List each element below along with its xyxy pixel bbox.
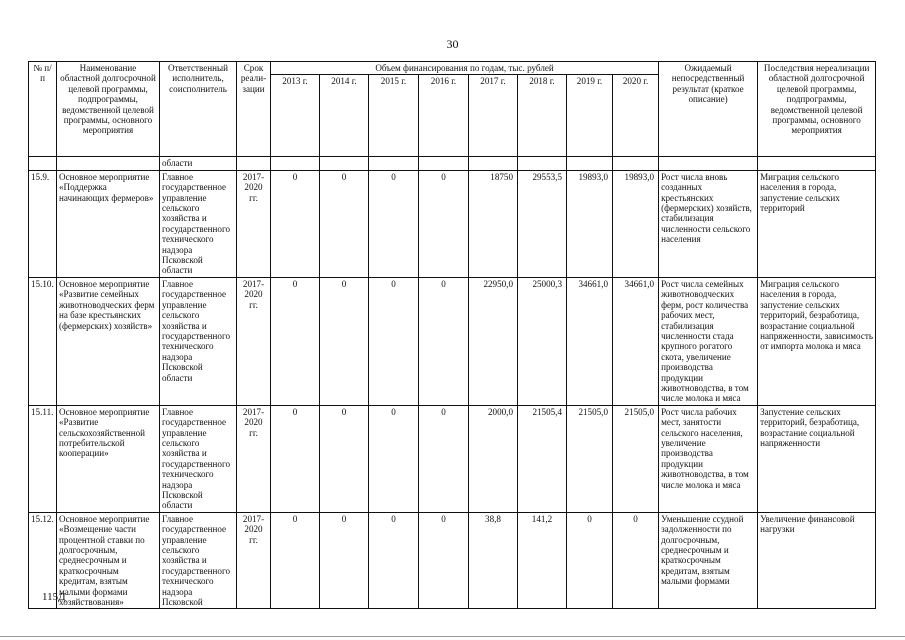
row-name: Основное мероприятие «Возмещение части процентной ставки по долгосрочным, среднесрочным и краткосрочным кредитам, взятым малыми формами хозяйствования» xyxy=(57,512,160,609)
row-term: 2017-2020 гг. xyxy=(237,512,271,609)
header-year: 2016 г. xyxy=(419,75,469,157)
row-value: 21505,0 xyxy=(613,405,659,512)
row-value: 38,8 xyxy=(469,512,518,609)
page-number: 30 xyxy=(446,37,459,51)
header-year: 2018 г. xyxy=(518,75,567,157)
row-value: 0 xyxy=(320,512,369,609)
row-executor: Главное государственное управление сельского хозяйства и государственного технического надзора Псковской области xyxy=(160,277,237,405)
row-value: 0 xyxy=(271,405,320,512)
header-name: Наименование областной долгосрочной целевой программы, подпрограммы, ведомственной целевой программы, основного мероприятия xyxy=(57,62,160,157)
row-value: 0 xyxy=(271,512,320,609)
row-executor: Главное государственное управление сельского хозяйства и государственного технического надзора Псковской области xyxy=(160,405,237,512)
row-value: 0 xyxy=(271,170,320,277)
row-value: 21505,4 xyxy=(518,405,567,512)
row-value: 21505,0 xyxy=(567,405,613,512)
header-year: 2019 г. xyxy=(567,75,613,157)
row-term: 2017-2020 гг. xyxy=(237,405,271,512)
scan-edge-line xyxy=(0,636,905,637)
row-value: 25000,3 xyxy=(518,277,567,405)
header-year: 2015 г. xyxy=(369,75,419,157)
row-value: 34661,0 xyxy=(567,277,613,405)
header-executor: Ответственный исполнитель, соисполнитель xyxy=(160,62,237,157)
row-value: 18750 xyxy=(469,170,518,277)
row-value: 0 xyxy=(320,405,369,512)
row-value: 0 xyxy=(419,170,469,277)
row-term: 2017-2020 гг. xyxy=(237,170,271,277)
header-num: № п/п xyxy=(29,62,57,157)
table-row xyxy=(29,277,876,405)
row-consequences: Миграция сельского населения в города, запустение сельских территорий xyxy=(758,170,876,277)
table-row xyxy=(29,512,876,609)
row-num: 15.12. xyxy=(29,512,57,609)
row-consequences: Запустение сельских территорий, безработица, возрастание социальной напряженности xyxy=(758,405,876,512)
table-row xyxy=(29,405,876,512)
row-value: 19893,0 xyxy=(567,170,613,277)
row-num: 15.9. xyxy=(29,170,57,277)
row-term: 2017-2020 гг. xyxy=(237,277,271,405)
row-executor: Главное государственное управление сельского хозяйства и государственного технического надзора Псковской xyxy=(160,512,237,609)
row-value: 141,2 xyxy=(518,512,567,609)
header-year: 2013 г. xyxy=(271,75,320,157)
row-name: Основное мероприятие «Поддержка начинающих фермеров» xyxy=(57,170,160,277)
row-value: 19893,0 xyxy=(613,170,659,277)
row-result: Рост числа вновь созданных крестьянских (фермерских) хозяйств, стабилизация численности сельского населения xyxy=(659,170,758,277)
row-value: 2000,0 xyxy=(469,405,518,512)
row-consequences: Миграция сельского населения в города, запустение сельских территорий, безработица, возрастание социальной напряженности, зависимость от импорта молока и мяса xyxy=(758,277,876,405)
row-value: 0 xyxy=(419,512,469,609)
row-value: 0 xyxy=(369,512,419,609)
row-executor: Главное государственное управление сельского хозяйства и государственного технического надзора Псковской области xyxy=(160,170,237,277)
header-year: 2014 г. xyxy=(320,75,369,157)
row-value: 0 xyxy=(320,277,369,405)
row-result: Рост числа рабочих мест, занятости сельского населения, увеличение производства продукции животноводства, в том числе молока и мяса xyxy=(659,405,758,512)
row-value: 0 xyxy=(369,277,419,405)
row-value: 0 xyxy=(567,512,613,609)
header-funding: Объем финансирования по годам, тыс. рублей xyxy=(271,62,659,75)
funding-table xyxy=(28,61,876,609)
continuation-row xyxy=(29,157,876,170)
row-value: 0 xyxy=(320,170,369,277)
row-value: 0 xyxy=(419,277,469,405)
header-year: 2020 г. xyxy=(613,75,659,157)
row-value: 0 xyxy=(613,512,659,609)
header-year: 2017 г. xyxy=(469,75,518,157)
header-consequences: Последствия нереализации областной долгосрочной целевой программы, подпрограммы, ведомственной целевой программы, основного мероприятия xyxy=(758,62,876,157)
row-value: 0 xyxy=(369,405,419,512)
row-result: Рост числа семейных животноводческих ферм, рост количества рабочих мест, стабилизация численности стада крупного рогатого скота, увеличение производства продукции животноводства, в том числе молока и мяса xyxy=(659,277,758,405)
header-result: Ожидаемый непосредственный результат (краткое описание) xyxy=(659,62,758,157)
row-consequences: Увеличение финансовой нагрузки xyxy=(758,512,876,609)
row-value: 0 xyxy=(419,405,469,512)
row-value: 0 xyxy=(271,277,320,405)
row-num: 15.10. xyxy=(29,277,57,405)
row-value: 0 xyxy=(369,170,419,277)
row-name: Основное мероприятие «Развитие семейных животноводческих ферм на базе крестьянских (фермерских) хозяйств» xyxy=(57,277,160,405)
row-result: Уменьшение ссудной задолженности по долгосрочным, среднесрочным и краткосрочным кредитам, взятым малыми формами xyxy=(659,512,758,609)
row-num: 15.11. xyxy=(29,405,57,512)
row-value: 29553,5 xyxy=(518,170,567,277)
row-value: 22950,0 xyxy=(469,277,518,405)
continuation-text: области xyxy=(160,157,237,170)
header-term: Срок реали-зации xyxy=(237,62,271,157)
row-name: Основное мероприятие «Развитие сельскохозяйственной потребительской кооперации» xyxy=(57,405,160,512)
table-row xyxy=(29,170,876,277)
row-value: 34661,0 xyxy=(613,277,659,405)
footer-code: 115Д xyxy=(42,591,66,603)
